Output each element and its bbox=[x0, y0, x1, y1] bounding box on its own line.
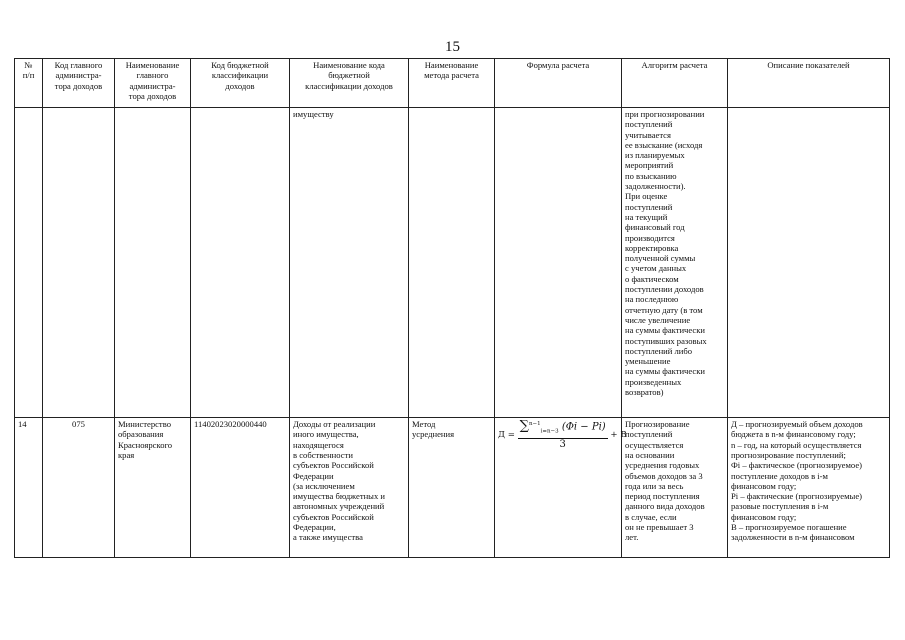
text-line: метода расчета bbox=[424, 70, 479, 81]
text-line: субъектов Российской bbox=[293, 511, 374, 522]
text-line: период поступления bbox=[625, 491, 700, 502]
text-line: учитывается bbox=[625, 129, 671, 140]
cell-description bbox=[728, 108, 890, 418]
text-line: по взысканию bbox=[625, 170, 677, 181]
text-line: поступлений либо bbox=[625, 345, 693, 356]
text-line: усреднения годовых bbox=[625, 460, 700, 471]
text-line: администра- bbox=[55, 70, 102, 81]
text-line: доходов bbox=[225, 80, 255, 91]
formula-tail: + B bbox=[610, 430, 627, 441]
cell-algorithm bbox=[622, 108, 728, 418]
text-line: имуществу bbox=[293, 109, 334, 119]
cell-num: 14 bbox=[15, 418, 43, 558]
text-line: на последнюю bbox=[625, 294, 679, 305]
formula-denominator: 3 bbox=[559, 438, 566, 450]
text-line: n – год, на который осуществляется bbox=[731, 439, 862, 450]
text-line: объемов доходов за 3 bbox=[625, 470, 703, 481]
page-number: 15 bbox=[445, 39, 460, 55]
text-line: Формула расчета bbox=[526, 60, 590, 70]
text-line: мероприятий bbox=[625, 160, 674, 171]
text-line: Код бюджетной bbox=[211, 60, 269, 70]
text-line: классификации доходов bbox=[305, 80, 393, 91]
text-line: с учетом данных bbox=[625, 263, 687, 274]
text-line: администра- bbox=[129, 80, 176, 91]
text-line: числе увеличение bbox=[625, 314, 691, 325]
text-line: корректировка bbox=[625, 242, 679, 253]
text-line: Фi – фактическое (прогнозируемое) bbox=[731, 460, 863, 471]
text-line: а также имущества bbox=[293, 532, 363, 543]
text-line: Министерство bbox=[118, 419, 171, 430]
text-line: края bbox=[118, 449, 135, 460]
text-line: поступлений bbox=[625, 119, 673, 130]
cell-admin-code: 075 bbox=[43, 418, 115, 558]
header-method bbox=[409, 59, 495, 108]
text-line: финансовом году; bbox=[731, 511, 797, 522]
text-line: в собственности bbox=[293, 449, 353, 460]
text-line: Метод bbox=[412, 419, 436, 430]
text-line: поступлении доходов bbox=[625, 284, 704, 295]
text-line: финансовый год bbox=[625, 222, 685, 233]
text-line: разовые поступления в i-м bbox=[731, 501, 829, 512]
text-line: При оценке bbox=[625, 191, 668, 202]
text-line: на основании bbox=[625, 449, 675, 460]
header-code-name bbox=[290, 59, 409, 108]
text-line: отчетную дату (в том bbox=[625, 304, 703, 315]
text-line: производится bbox=[625, 232, 675, 243]
header-admin-code bbox=[43, 59, 115, 108]
cell-admin-name bbox=[115, 108, 191, 418]
text-line: возвратов) bbox=[625, 387, 664, 398]
text-line: иного имущества, bbox=[293, 429, 359, 440]
text-line: Федерации bbox=[293, 470, 334, 481]
text-line: на суммы фактически bbox=[625, 366, 705, 377]
text-line: (за исключением bbox=[293, 480, 355, 491]
table-row-14 bbox=[15, 418, 890, 558]
text-line: Красноярского bbox=[118, 439, 173, 450]
text-line: усреднения bbox=[412, 429, 455, 440]
text-line: Описание показателей bbox=[767, 60, 850, 70]
text-line: поступление доходов в i-м bbox=[731, 470, 828, 481]
cell-admin-code bbox=[43, 108, 115, 418]
text-line: Наименование кода bbox=[313, 60, 385, 70]
revenue-forecast-table bbox=[14, 58, 890, 558]
text-line: Наименование bbox=[125, 60, 180, 70]
text-line: № bbox=[24, 60, 33, 70]
text-line: на текущий bbox=[625, 211, 668, 222]
table-header-row bbox=[15, 59, 890, 108]
text-line: п/п bbox=[22, 70, 35, 81]
cell-num bbox=[15, 108, 43, 418]
text-line: ее взыскание (исходя bbox=[625, 139, 703, 150]
cell-budget-code bbox=[191, 108, 290, 418]
text-line: на суммы фактически bbox=[625, 325, 705, 336]
text-line: Наименование bbox=[424, 60, 479, 70]
text-line: В – прогнозируемое погашение bbox=[731, 522, 847, 533]
text-line: тора доходов bbox=[128, 90, 177, 101]
cell-formula bbox=[495, 418, 627, 558]
text-line: бюджета в n-м финансовому году; bbox=[731, 429, 856, 440]
text-line: бюджетной bbox=[328, 70, 370, 81]
text-line: полученной суммы bbox=[625, 253, 696, 264]
text-line: Федерации, bbox=[293, 522, 336, 533]
text-line: тора доходов bbox=[54, 80, 103, 91]
cell-description bbox=[728, 418, 890, 558]
cell-code-name bbox=[290, 418, 409, 558]
text-line: при прогнозировании bbox=[625, 109, 705, 119]
header-admin-name bbox=[115, 59, 191, 108]
text-line: года или за весь bbox=[625, 480, 684, 491]
text-line: Доходы от реализации bbox=[293, 419, 376, 430]
formula-lhs: Д = bbox=[498, 430, 515, 441]
header-formula bbox=[495, 59, 622, 108]
header-num bbox=[15, 59, 43, 108]
header-algorithm bbox=[622, 59, 728, 108]
text-line: Рi – фактические (прогнозируемые) bbox=[731, 491, 863, 502]
table-row-continued bbox=[15, 108, 890, 418]
text-line: поступивших разовых bbox=[625, 335, 707, 346]
text-line: о фактическом bbox=[625, 273, 679, 284]
text-line: поступлений bbox=[625, 429, 673, 440]
text-line: главного bbox=[136, 70, 169, 81]
text-line: прогнозирование поступлений; bbox=[731, 449, 846, 460]
text-line: автономных учреждений bbox=[293, 501, 385, 512]
text-line: Алгоритм расчета bbox=[641, 60, 708, 70]
text-line: в случае, если bbox=[625, 511, 677, 522]
text-line: из планируемых bbox=[625, 150, 685, 161]
text-line: имущества бюджетных и bbox=[293, 491, 385, 502]
header-description bbox=[728, 59, 890, 108]
formula-numerator bbox=[518, 419, 608, 439]
sum-lower-limit: i=n−3 bbox=[540, 428, 559, 435]
text-line: поступлений bbox=[625, 201, 673, 212]
cell-method bbox=[409, 108, 495, 418]
text-line: данного вида доходов bbox=[625, 501, 705, 512]
cell-method bbox=[409, 418, 495, 558]
text-line: произведенных bbox=[625, 376, 682, 387]
text-line: задолженности в n-м финансовом bbox=[731, 532, 855, 543]
text-line: находящегося bbox=[293, 439, 344, 450]
cell-algorithm bbox=[622, 418, 728, 558]
text-line: осуществляется bbox=[625, 439, 684, 450]
formula-fraction bbox=[518, 419, 608, 450]
header-budget-code bbox=[191, 59, 290, 108]
sum-upper-limit: n−1 bbox=[528, 421, 541, 428]
text-line: образования bbox=[118, 429, 164, 440]
sigma-symbol: ∑ bbox=[519, 418, 529, 434]
text-line: он не превышает 3 bbox=[625, 522, 694, 533]
text-line: классификации bbox=[211, 70, 269, 81]
cell-formula bbox=[495, 108, 622, 418]
formula-summand: (Φi − Pi) bbox=[561, 421, 606, 433]
text-line: финансовом году; bbox=[731, 480, 797, 491]
cell-budget-code: 11402023020000440 bbox=[191, 418, 290, 558]
text-line: лет. bbox=[625, 532, 639, 543]
cell-admin-name bbox=[115, 418, 191, 558]
text-line: субъектов Российской bbox=[293, 460, 374, 471]
text-line: задолженности). bbox=[625, 181, 686, 192]
text-line: Код главного bbox=[54, 60, 103, 70]
text-line: уменьшение bbox=[625, 356, 671, 367]
text-line: Прогнозирование bbox=[625, 419, 690, 430]
text-line: Д – прогнозируемый объем доходов bbox=[731, 419, 863, 430]
cell-code-name bbox=[290, 108, 409, 418]
